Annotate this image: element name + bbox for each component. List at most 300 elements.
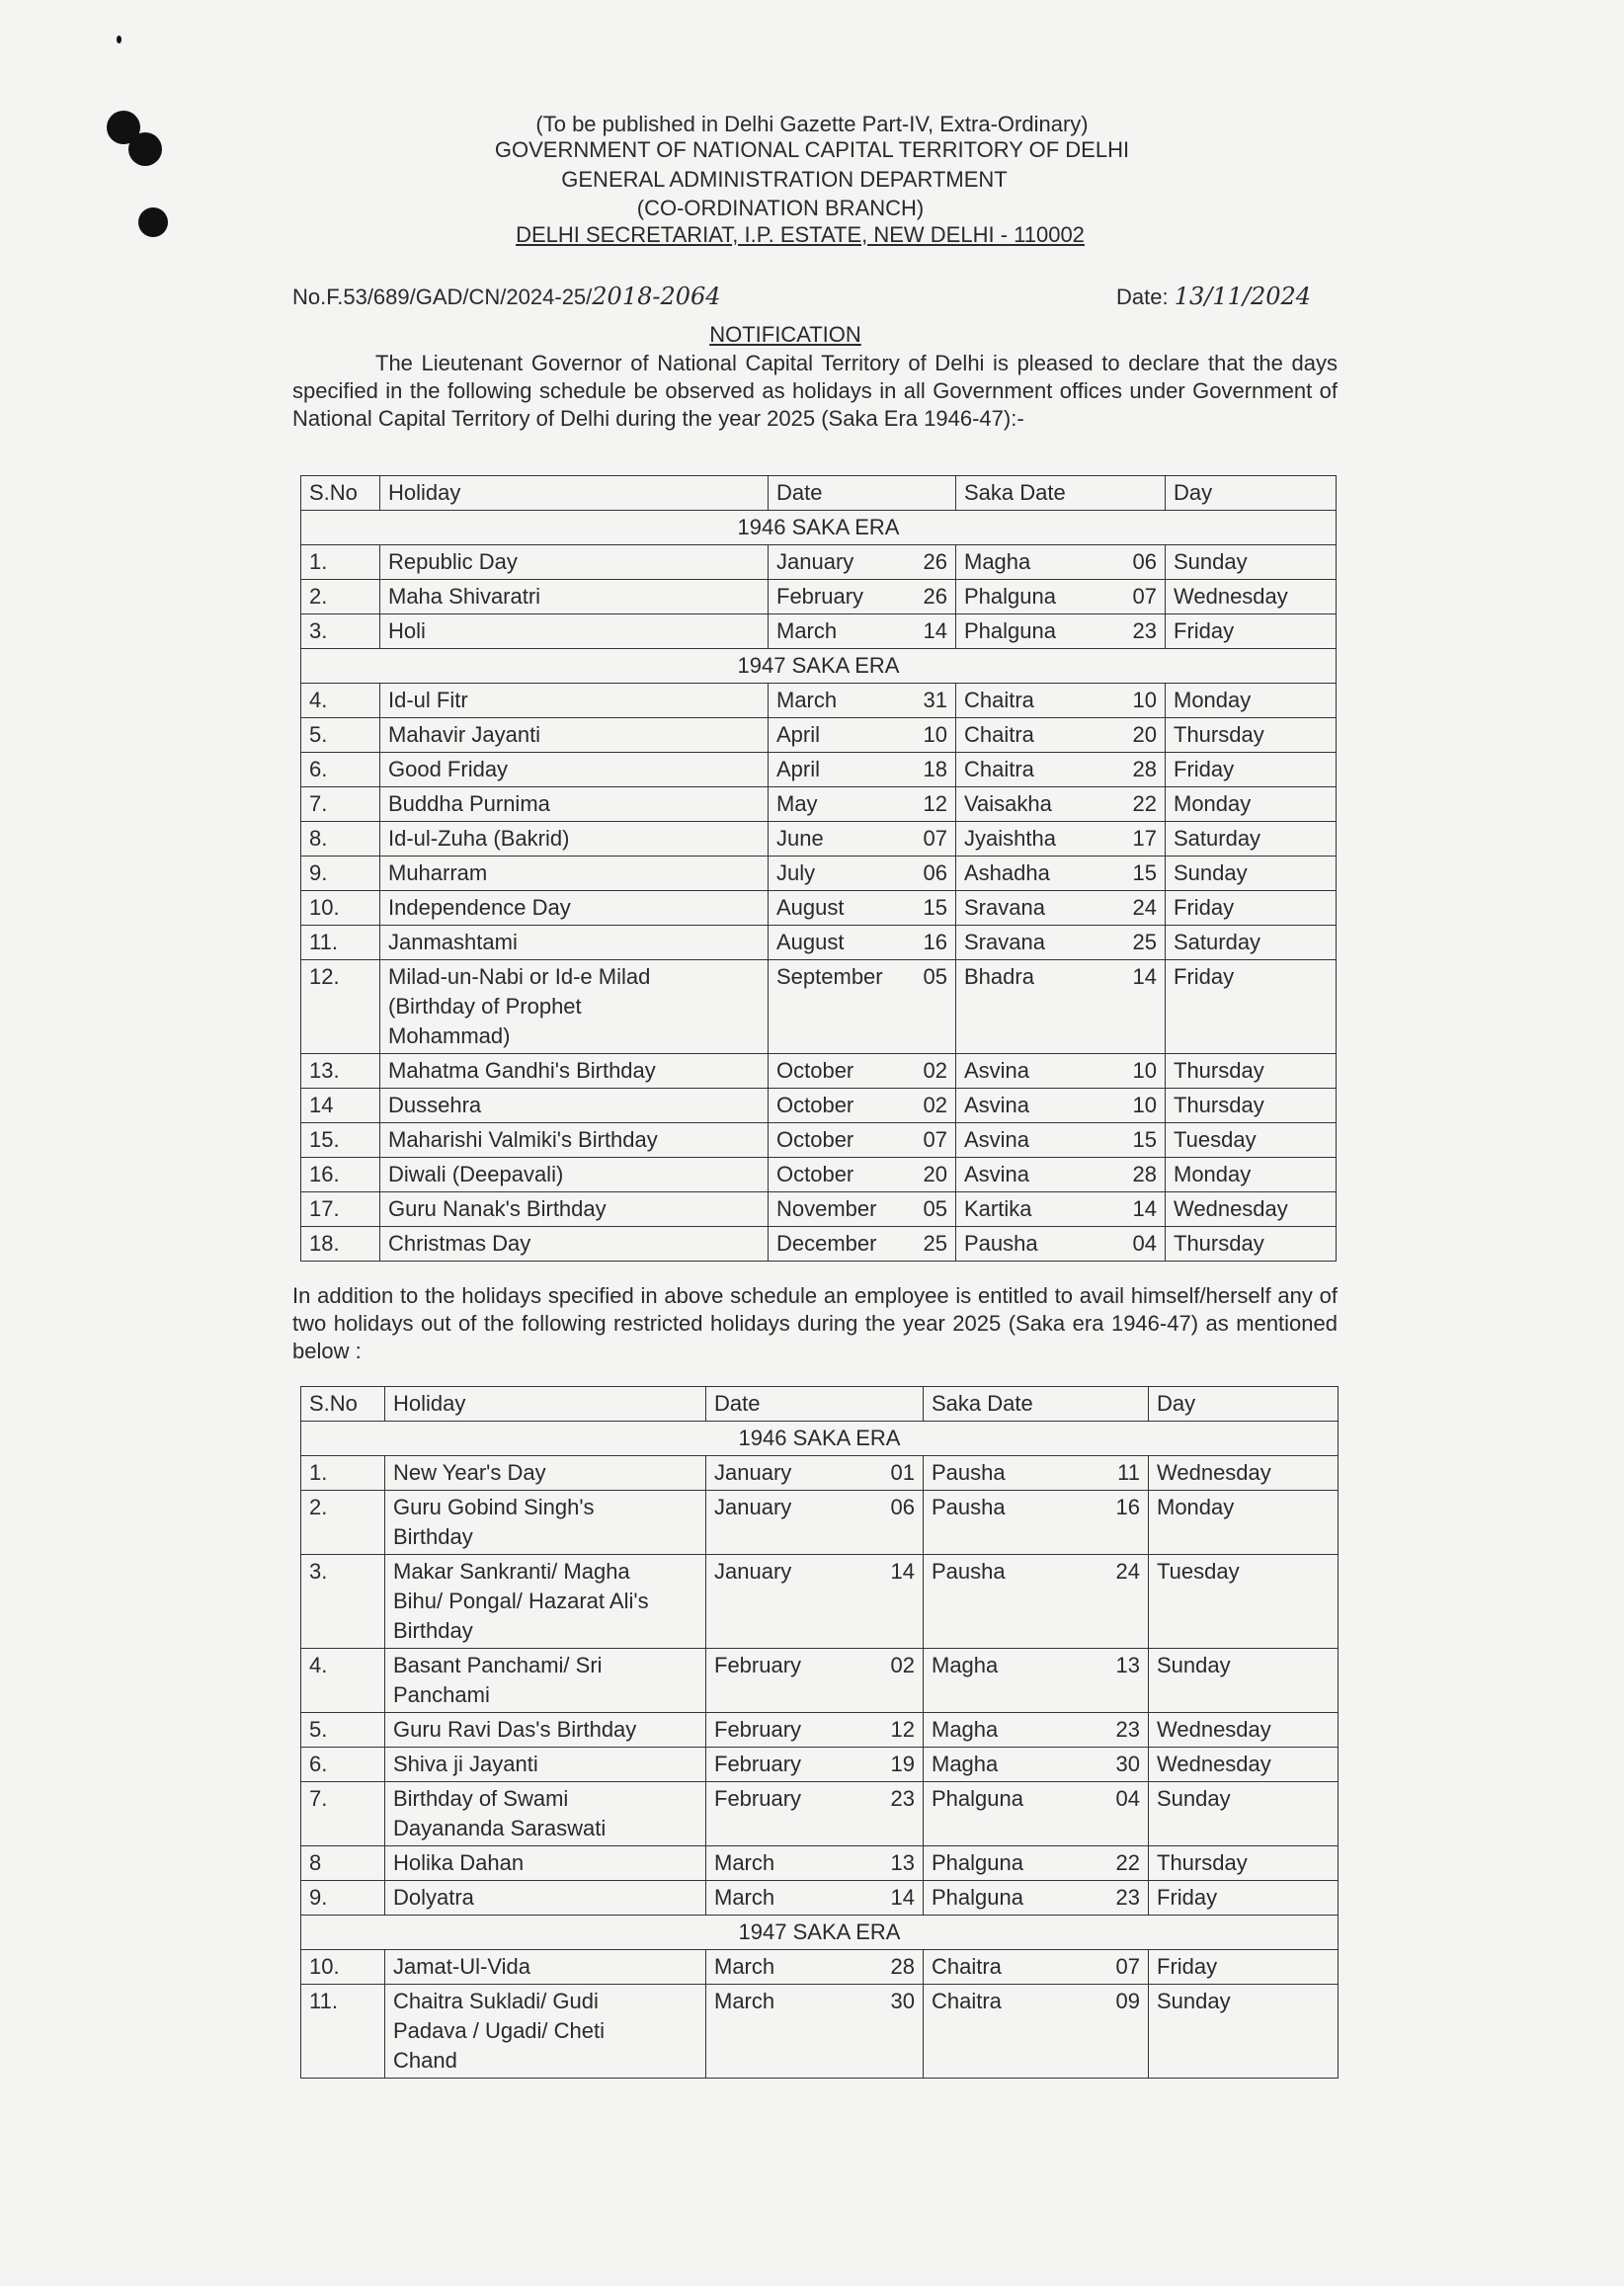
sno-cell: 4.	[301, 684, 380, 718]
holiday-name-cell	[385, 1649, 706, 1713]
date-day: 23	[890, 1786, 915, 1811]
date-month: April	[776, 757, 821, 781]
sno-cell: 1.	[301, 545, 380, 580]
holiday-name-cell	[380, 753, 769, 787]
saka-day: 04	[1115, 1786, 1140, 1811]
holiday-name-line: Makar Sankranti/ Magha	[393, 1559, 630, 1584]
sno-cell: 6.	[301, 753, 380, 787]
table-row	[301, 1054, 1337, 1089]
saka-date-cell	[956, 684, 1166, 718]
holiday-name-line: Mohammad)	[388, 1023, 511, 1048]
date-day: 01	[890, 1460, 915, 1485]
table-row	[301, 1555, 1339, 1649]
date-month: October	[776, 1162, 854, 1186]
govt-title: GOVERNMENT OF NATIONAL CAPITAL TERRITORY OF DELHI	[494, 137, 1130, 162]
date-day: 13	[890, 1850, 915, 1875]
sno-cell: 4.	[301, 1649, 385, 1713]
table-row	[301, 1192, 1337, 1227]
date-cell	[706, 1456, 924, 1491]
date-month: February	[714, 1653, 802, 1677]
date-month: February	[776, 584, 864, 609]
date-day: 15	[923, 895, 947, 920]
sno-cell: 11.	[301, 926, 380, 960]
saka-day: 10	[1132, 1093, 1157, 1117]
table-header-row	[301, 476, 1337, 511]
ref-number	[292, 283, 721, 310]
saka-day: 15	[1132, 1127, 1157, 1152]
ref-number-text: No.F.53/689/GAD/CN/2024-25/	[292, 285, 593, 309]
table-row	[301, 614, 1337, 649]
saka-month: Kartika	[964, 1196, 1032, 1221]
sno-cell: 2.	[301, 580, 380, 614]
date-day: 19	[890, 1752, 915, 1776]
holiday-name-line: Basant Panchami/ Sri	[393, 1653, 603, 1677]
holiday-name-line: New Year's Day	[393, 1460, 546, 1485]
saka-month: Phalguna	[932, 1850, 1023, 1875]
saka-date-cell	[956, 822, 1166, 857]
date-month: January	[714, 1460, 792, 1485]
holiday-name-line: Dayananda Saraswati	[393, 1816, 607, 1840]
sno-cell: 1.	[301, 1456, 385, 1491]
table-row	[301, 891, 1337, 926]
date-day: 18	[923, 757, 947, 781]
holiday-name-cell	[380, 960, 769, 1054]
sno-cell: 18.	[301, 1227, 380, 1262]
weekday-cell: Tuesday	[1166, 1123, 1337, 1158]
saka-month: Magha	[932, 1717, 999, 1742]
date-month: February	[714, 1752, 802, 1776]
saka-date-cell	[924, 1846, 1149, 1881]
saka-date-cell	[956, 787, 1166, 822]
date-month: April	[776, 722, 821, 747]
weekday-cell: Friday	[1149, 1881, 1339, 1916]
weekday-cell: Saturday	[1166, 926, 1337, 960]
weekday-cell: Monday	[1149, 1491, 1339, 1555]
date-day: 14	[923, 618, 947, 643]
col-date: Date	[706, 1387, 924, 1422]
era-label: 1946 SAKA ERA	[301, 1422, 1339, 1456]
holiday-name-line: Maha Shivaratri	[388, 584, 541, 609]
date-cell	[706, 1713, 924, 1748]
saka-month: Phalguna	[932, 1885, 1023, 1910]
date-cell	[769, 1089, 956, 1123]
date-cell	[769, 1192, 956, 1227]
date-cell	[706, 1491, 924, 1555]
saka-month: Magha	[932, 1653, 999, 1677]
saka-day: 07	[1115, 1954, 1140, 1979]
restricted-holidays-table	[300, 1386, 1339, 2079]
saka-day: 09	[1115, 1989, 1140, 2013]
date-cell	[769, 1123, 956, 1158]
date-cell	[769, 1054, 956, 1089]
saka-month: Phalguna	[964, 618, 1056, 643]
date-month: October	[776, 1058, 854, 1083]
saka-day: 23	[1132, 618, 1157, 643]
date-day: 02	[890, 1653, 915, 1677]
table-row	[301, 1881, 1339, 1916]
date-cell	[706, 1881, 924, 1916]
weekday-cell: Tuesday	[1149, 1555, 1339, 1649]
holiday-name-line: Guru Nanak's Birthday	[388, 1196, 607, 1221]
date-cell	[769, 857, 956, 891]
holiday-name-line: Dussehra	[388, 1093, 482, 1117]
weekday-cell: Wednesday	[1166, 580, 1337, 614]
saka-day: 14	[1132, 1196, 1157, 1221]
weekday-cell: Monday	[1166, 1158, 1337, 1192]
table-row	[301, 1782, 1339, 1846]
date-month: July	[776, 860, 816, 885]
saka-day: 17	[1132, 826, 1157, 851]
saka-date-cell	[956, 1227, 1166, 1262]
date-day: 14	[890, 1885, 915, 1910]
holiday-name-cell	[385, 1555, 706, 1649]
holiday-name-cell	[385, 1748, 706, 1782]
saka-date-cell	[956, 545, 1166, 580]
date-month: October	[776, 1093, 854, 1117]
holiday-name-cell	[380, 1158, 769, 1192]
holiday-name-line: Holika Dahan	[393, 1850, 525, 1875]
holiday-name-line: Chand	[393, 2048, 457, 2073]
date-day: 26	[923, 584, 947, 609]
holiday-name-line: Dolyatra	[393, 1885, 474, 1910]
col-saka-date: Saka Date	[956, 476, 1166, 511]
saka-date-cell	[924, 1985, 1149, 2079]
saka-date-cell	[924, 1649, 1149, 1713]
date-cell	[706, 1985, 924, 2079]
col-sno: S.No	[301, 1387, 385, 1422]
weekday-cell: Friday	[1166, 753, 1337, 787]
saka-month: Asvina	[964, 1162, 1030, 1186]
date-cell	[769, 753, 956, 787]
date-month: March	[776, 618, 838, 643]
holiday-name-cell	[380, 857, 769, 891]
date-month: February	[714, 1786, 802, 1811]
date-cell	[769, 1227, 956, 1262]
handwritten-ref: 2018-2064	[592, 283, 721, 310]
saka-day: 06	[1132, 549, 1157, 574]
saka-date-cell	[924, 1748, 1149, 1782]
sno-cell: 3.	[301, 1555, 385, 1649]
saka-date-cell	[924, 1950, 1149, 1985]
table-row	[301, 926, 1337, 960]
sno-cell: 15.	[301, 1123, 380, 1158]
weekday-cell: Friday	[1166, 960, 1337, 1054]
holiday-name-line: Chaitra Sukladi/ Gudi	[393, 1989, 599, 2013]
date-day: 28	[890, 1954, 915, 1979]
holiday-name-cell	[385, 1950, 706, 1985]
sno-cell: 8.	[301, 822, 380, 857]
holiday-name-cell	[380, 1054, 769, 1089]
holiday-name-line: Padava / Ugadi/ Cheti	[393, 2018, 606, 2043]
holiday-name-line: Holi	[388, 618, 426, 643]
saka-date-cell	[956, 1054, 1166, 1089]
weekday-cell: Sunday	[1149, 1782, 1339, 1846]
holiday-name-cell	[385, 1985, 706, 2079]
saka-month: Pausha	[932, 1559, 1006, 1584]
saka-date-cell	[956, 614, 1166, 649]
sno-cell: 7.	[301, 1782, 385, 1846]
table-row	[301, 1985, 1339, 2079]
notification-title: NOTIFICATION	[709, 322, 861, 347]
col-date: Date	[769, 476, 956, 511]
date-cell	[769, 926, 956, 960]
table-row	[301, 960, 1337, 1054]
col-day: Day	[1166, 476, 1337, 511]
holiday-name-cell	[380, 822, 769, 857]
date-day: 31	[923, 688, 947, 712]
saka-day: 25	[1132, 930, 1157, 954]
date-cell	[769, 891, 956, 926]
date-label: Date:	[1116, 285, 1169, 309]
col-holiday: Holiday	[385, 1387, 706, 1422]
date-day: 02	[923, 1058, 947, 1083]
holiday-name-cell	[385, 1456, 706, 1491]
saka-date-cell	[956, 718, 1166, 753]
sno-cell: 7.	[301, 787, 380, 822]
holiday-name-line: Mahavir Jayanti	[388, 722, 541, 747]
date-day: 05	[923, 1196, 947, 1221]
weekday-cell: Thursday	[1166, 1227, 1337, 1262]
date-cell	[769, 614, 956, 649]
date-cell	[769, 960, 956, 1054]
saka-day: 22	[1115, 1850, 1140, 1875]
date-cell	[706, 1950, 924, 1985]
date-day: 05	[923, 964, 947, 989]
holiday-name-cell	[380, 787, 769, 822]
date-day: 10	[923, 722, 947, 747]
date-cell	[706, 1555, 924, 1649]
weekday-cell: Sunday	[1166, 545, 1337, 580]
date-month: March	[714, 1885, 775, 1910]
holiday-name-line: Bihu/ Pongal/ Hazarat Ali's	[393, 1589, 649, 1613]
sno-cell: 5.	[301, 1713, 385, 1748]
saka-date-cell	[956, 1192, 1166, 1227]
saka-date-cell	[924, 1782, 1149, 1846]
intro-paragraph	[292, 350, 1338, 433]
date-day: 30	[890, 1989, 915, 2013]
holiday-name-cell	[385, 1491, 706, 1555]
saka-day: 16	[1115, 1495, 1140, 1519]
date-cell	[769, 822, 956, 857]
date-cell	[769, 580, 956, 614]
holiday-name-cell	[380, 1089, 769, 1123]
weekday-cell: Friday	[1166, 891, 1337, 926]
saka-month: Chaitra	[964, 757, 1034, 781]
table-row	[301, 857, 1337, 891]
sno-cell: 10.	[301, 891, 380, 926]
saka-day: 04	[1132, 1231, 1157, 1256]
holiday-name-cell	[380, 545, 769, 580]
restricted-intro	[292, 1282, 1338, 1365]
holiday-name-line: (Birthday of Prophet	[388, 994, 582, 1019]
saka-month: Asvina	[964, 1093, 1030, 1117]
holiday-name-line: Guru Ravi Das's Birthday	[393, 1717, 637, 1742]
sno-cell: 12.	[301, 960, 380, 1054]
saka-day: 24	[1115, 1559, 1140, 1584]
holiday-name-line: Buddha Purnima	[388, 791, 550, 816]
date-month: February	[714, 1717, 802, 1742]
saka-day: 22	[1132, 791, 1157, 816]
table-row	[301, 1089, 1337, 1123]
holiday-name-line: Independence Day	[388, 895, 571, 920]
date-month: June	[776, 826, 824, 851]
table-row	[301, 822, 1337, 857]
branch-title: (CO-ORDINATION BRANCH)	[636, 196, 925, 220]
saka-day: 24	[1132, 895, 1157, 920]
saka-day: 28	[1132, 757, 1157, 781]
date-day: 07	[923, 826, 947, 851]
saka-day: 15	[1132, 860, 1157, 885]
holiday-name-line: Birthday	[393, 1524, 473, 1549]
saka-month: Phalguna	[932, 1786, 1023, 1811]
saka-date-cell	[956, 753, 1166, 787]
saka-date-cell	[924, 1456, 1149, 1491]
table-row	[301, 753, 1337, 787]
restricted-intro-text: In addition to the holidays specified in above schedule an employee is entitled to avail himself/herself any of two holidays out of the following restricted holidays during the year 2025 (Saka era 1946-47) as mentioned below :	[292, 1283, 1338, 1363]
saka-date-cell	[956, 1158, 1166, 1192]
holiday-name-line: Christmas Day	[388, 1231, 531, 1256]
holiday-name-line: Id-ul-Zuha (Bakrid)	[388, 826, 570, 851]
address-line: DELHI SECRETARIAT, I.P. ESTATE, NEW DELHI - 110002	[516, 222, 1085, 247]
sno-cell: 11.	[301, 1985, 385, 2079]
table-row	[301, 1456, 1339, 1491]
saka-month: Asvina	[964, 1127, 1030, 1152]
date-month: January	[776, 549, 854, 574]
date-cell	[706, 1748, 924, 1782]
holiday-name-cell	[385, 1881, 706, 1916]
handwritten-date: 13/11/2024	[1174, 283, 1312, 310]
holiday-name-line: Diwali (Deepavali)	[388, 1162, 564, 1186]
holiday-name-cell	[380, 926, 769, 960]
weekday-cell: Sunday	[1149, 1985, 1339, 2079]
col-holiday: Holiday	[380, 476, 769, 511]
dept-title: GENERAL ADMINISTRATION DEPARTMENT	[561, 167, 1008, 192]
saka-month: Ashadha	[964, 860, 1050, 885]
saka-day: 13	[1115, 1653, 1140, 1677]
saka-month: Pausha	[964, 1231, 1038, 1256]
weekday-cell: Wednesday	[1149, 1748, 1339, 1782]
weekday-cell: Wednesday	[1166, 1192, 1337, 1227]
date-month: March	[714, 1850, 775, 1875]
holiday-name-cell	[380, 614, 769, 649]
saka-date-cell	[956, 926, 1166, 960]
date-day: 25	[923, 1231, 947, 1256]
saka-day: 23	[1115, 1717, 1140, 1742]
holiday-name-cell	[385, 1713, 706, 1748]
holiday-name-line: Janmashtami	[388, 930, 518, 954]
sno-cell: 6.	[301, 1748, 385, 1782]
saka-day: 14	[1132, 964, 1157, 989]
sno-cell: 5.	[301, 718, 380, 753]
scan-speck	[117, 36, 122, 43]
date-month: January	[714, 1559, 792, 1584]
date-month: October	[776, 1127, 854, 1152]
saka-day: 30	[1115, 1752, 1140, 1776]
table-row	[301, 580, 1337, 614]
col-saka-date: Saka Date	[924, 1387, 1149, 1422]
saka-date-cell	[924, 1555, 1149, 1649]
sno-cell: 10.	[301, 1950, 385, 1985]
weekday-cell: Friday	[1149, 1950, 1339, 1985]
sno-cell: 3.	[301, 614, 380, 649]
sno-cell: 8	[301, 1846, 385, 1881]
date-month: August	[776, 895, 845, 920]
saka-date-cell	[956, 960, 1166, 1054]
saka-month: Bhadra	[964, 964, 1034, 989]
saka-month: Chaitra	[964, 688, 1034, 712]
date-day: 26	[923, 549, 947, 574]
saka-month: Jyaishtha	[964, 826, 1056, 851]
sno-cell: 14	[301, 1089, 380, 1123]
holiday-name-cell	[380, 684, 769, 718]
saka-month: Sravana	[964, 895, 1045, 920]
date-month: January	[714, 1495, 792, 1519]
saka-month: Chaitra	[964, 722, 1034, 747]
date-month: March	[776, 688, 838, 712]
table-row	[301, 1748, 1339, 1782]
holiday-name-line: Guru Gobind Singh's	[393, 1495, 595, 1519]
holiday-name-line: Mahatma Gandhi's Birthday	[388, 1058, 656, 1083]
holiday-name-line: Id-ul Fitr	[388, 688, 468, 712]
holiday-name-cell	[380, 891, 769, 926]
table-row	[301, 1123, 1337, 1158]
sno-cell: 16.	[301, 1158, 380, 1192]
date-day: 20	[923, 1162, 947, 1186]
holiday-name-line: Good Friday	[388, 757, 509, 781]
weekday-cell: Sunday	[1149, 1649, 1339, 1713]
era-row	[301, 511, 1337, 545]
date-cell	[769, 1158, 956, 1192]
saka-day: 07	[1132, 584, 1157, 609]
holiday-name-line: Birthday	[393, 1618, 473, 1643]
sno-cell: 9.	[301, 857, 380, 891]
holiday-name-cell	[380, 1123, 769, 1158]
holiday-name-line: Panchami	[393, 1682, 490, 1707]
saka-month: Magha	[932, 1752, 999, 1776]
date-cell	[706, 1649, 924, 1713]
saka-day: 28	[1132, 1162, 1157, 1186]
weekday-cell: Thursday	[1166, 1054, 1337, 1089]
date-month: November	[776, 1196, 877, 1221]
saka-month: Vaisakha	[964, 791, 1052, 816]
holiday-name-cell	[385, 1782, 706, 1846]
date-cell	[769, 787, 956, 822]
saka-date-cell	[956, 580, 1166, 614]
date-day: 07	[923, 1127, 947, 1152]
date-cell	[769, 684, 956, 718]
saka-date-cell	[956, 1089, 1166, 1123]
date-day: 02	[923, 1093, 947, 1117]
date-month: December	[776, 1231, 877, 1256]
date-cell	[769, 545, 956, 580]
weekday-cell: Saturday	[1166, 822, 1337, 857]
intro-text: The Lieutenant Governor of National Capital Territory of Delhi is pleased to declare that the days specified in the following schedule be observed as holidays in all Government offices under Government of National Capital Territory of Delhi during the year 2025 (Saka Era 1946-47):-	[292, 351, 1338, 431]
holiday-name-line: Muharram	[388, 860, 488, 885]
weekday-cell: Thursday	[1149, 1846, 1339, 1881]
holiday-name-cell	[380, 718, 769, 753]
saka-day: 20	[1132, 722, 1157, 747]
weekday-cell: Thursday	[1166, 1089, 1337, 1123]
saka-date-cell	[956, 1123, 1166, 1158]
saka-month: Chaitra	[932, 1989, 1002, 2013]
saka-month: Magha	[964, 549, 1031, 574]
date-day: 16	[923, 930, 947, 954]
era-label: 1946 SAKA ERA	[301, 511, 1337, 545]
date-month: August	[776, 930, 845, 954]
sno-cell: 13.	[301, 1054, 380, 1089]
holiday-name-line: Milad-un-Nabi or Id-e Milad	[388, 964, 651, 989]
date-cell	[706, 1782, 924, 1846]
